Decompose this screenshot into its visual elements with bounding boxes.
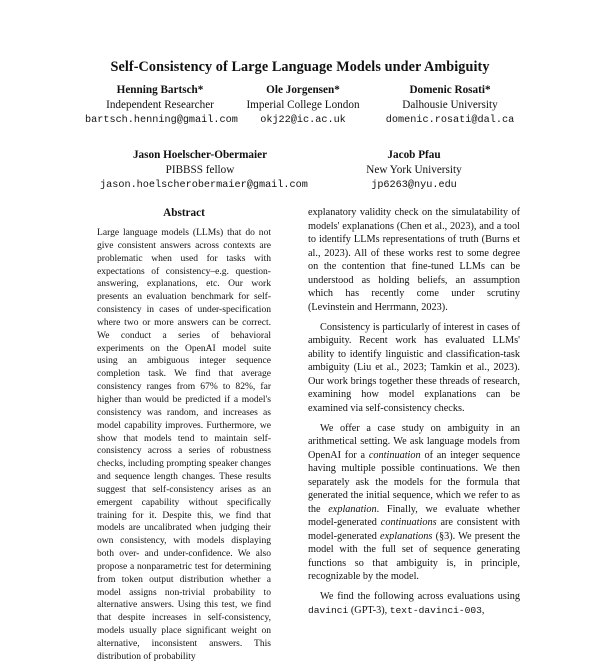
body-paragraph: We offer a case study on ambiguity in an arithmetical setting. We ask language models from OpenAI for a continuation of an integer sequence having multiple possible continuations. We then separately ask the models for the formula that generated the initial sequence, which we refer to as the explanation. Finally, we evaluate whether model-generated continuations are consistent with model-generated explanations (§3). We present the model with the full set of sequence generating functions so that ambiguity is, in principle, recognizable by the model. (308, 422, 521, 582)
body-paragraph: We find the following across evaluations using davinci (GPT-3), text-davinci-003, (308, 591, 520, 616)
author-block (85, 83, 238, 128)
abstract-body: Large language models (LLMs) that do not give consistent answers across contexts are problematic when used for tasks with expectations of consistency–e.g. question-answering, explanations, etc. Our work presents an evaluation benchmark for self-consistency in cases of under-specification where two or more answers can be correct. We conduct a series of behavioral experiments on the OpenAI model suite using an ambiguous integer sequence completion task. We find that average consistency ranges from 67% to 82%, far higher than would be predicted if a model's consistency was random, and increases as model capability improves. Furthermore, we show that models tend to maintain self-consistency across a series of robustness checks, including prompting speaker changes and sequence length changes. These results suggest that self-consistency arises as an emergent capability without specifically training for it. Despite this, we find that models are uncalibrated when judging their own consistency, with models displaying both over- and under-confidence. We also propose a nonparametric test for determining from token output distribution whether a model assigns non-trivial probability to alternative answers. Using this test, we find that despite increases in self-consistency, models usually place significant weight on alternative, inconsistent answers. This distribution of probability (97, 227, 271, 662)
author-email: jason.hoelscherobermaier@gmail.com (100, 180, 308, 191)
author-affiliation: Dalhousie University (402, 99, 498, 111)
author-name: Henning Bartsch* (116, 84, 204, 96)
author-email: bartsch.henning@gmail.com (85, 115, 238, 126)
author-name: Domenic Rosati* (409, 84, 491, 96)
body-paragraph: explanatory validity check on the simulatability of models' explanations (Chen et al., 2023), and a tool to identify LLMs representations of truth (Burns et al., 2023). All of these works rest to some degree on the contention that fine-tuned LLMs can be understood as holding beliefs, an assumption which has recently come under scrutiny (Levinstein and Herrmann, 2023). (308, 207, 520, 313)
author-block (228, 83, 378, 128)
author-block (344, 148, 484, 193)
author-affiliation: PIBBSS fellow (165, 164, 235, 176)
author-name: Ole Jorgensen* (266, 84, 340, 96)
author-affiliation: Independent Researcher (106, 99, 214, 111)
author-email: jp6263@nyu.edu (371, 180, 457, 191)
author-affiliation: New York University (366, 164, 462, 176)
abstract-heading: Abstract (163, 207, 205, 219)
author-name: Jason Hoelscher-Obermaier (132, 149, 268, 161)
author-name: Jacob Pfau (387, 149, 441, 161)
author-email: domenic.rosati@dal.ca (385, 115, 515, 126)
paper-title: Self-Consistency of Large Language Models under Ambiguity (110, 59, 490, 75)
author-block (375, 83, 525, 128)
body-paragraph: Consistency is particularly of interest in cases of ambiguity. Recent work has evaluated LLMs' ability to identify linguistic and classification-task ambiguity (Liu et al., 2023; Tamkin et al., 2023). Our work brings together these threads of research, examining how model explanations can be examined via self-consistency checks. (308, 321, 520, 414)
right-column (308, 206, 520, 624)
author-email: okj22@ic.ac.uk (260, 115, 346, 126)
author-affiliation: Imperial College London (246, 99, 360, 111)
author-block (100, 148, 308, 193)
